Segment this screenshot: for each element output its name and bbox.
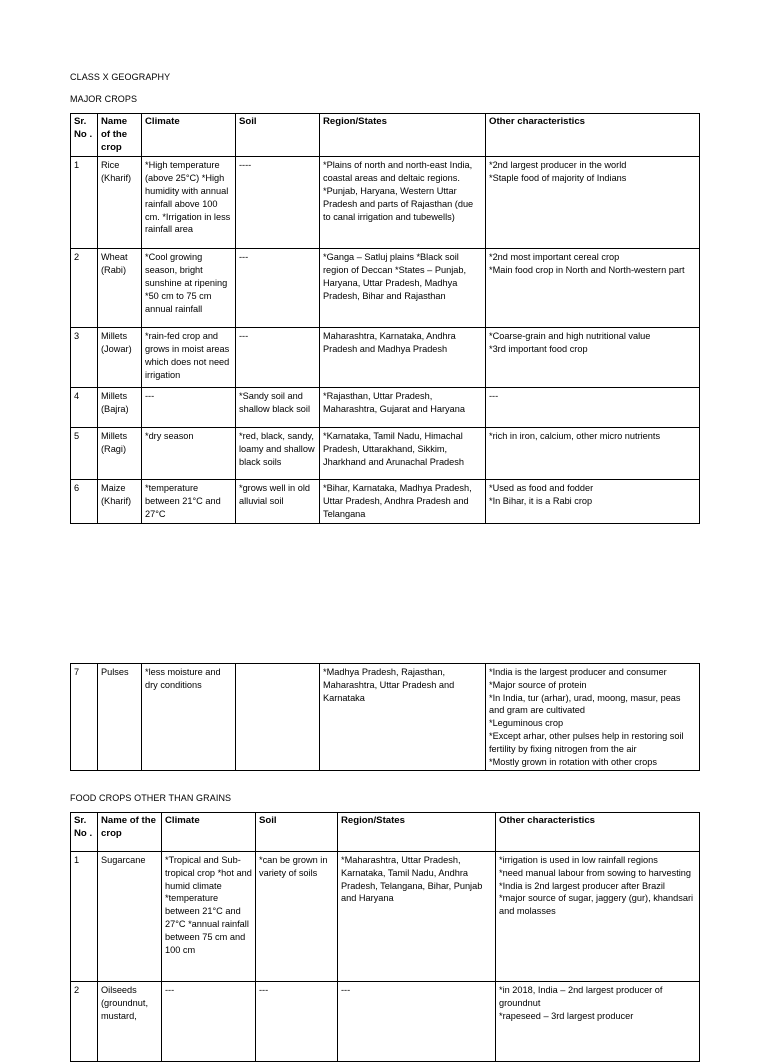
section-title-food-crops: FOOD CROPS OTHER THAN GRAINS: [70, 793, 232, 803]
cell-soil: [236, 664, 320, 771]
cell-climate: ---: [142, 388, 236, 428]
table-row: [71, 982, 700, 1062]
header-sr-no: Sr. No .: [71, 813, 98, 852]
cell-region: *Karnataka, Tamil Nadu, Himachal Pradesh, Uttarakhand, Sikkim, Jharkhand and Arunachal Pradesh: [320, 428, 486, 480]
header-climate: Climate: [162, 813, 256, 852]
cell-crop-name: Pulses: [98, 664, 142, 771]
header-climate: Climate: [142, 114, 236, 157]
table-row: [71, 664, 700, 771]
major-crops-table: [70, 113, 700, 524]
cell-soil: ---: [236, 328, 320, 388]
header-crop-name: Name of the crop: [98, 813, 162, 852]
other-line: *Main food crop in North and North-western part: [489, 265, 685, 276]
cell-sr-no: 2: [71, 249, 98, 328]
cell-soil: *Sandy soil and shallow black soil: [236, 388, 320, 428]
header-other: Other characteristics: [486, 114, 700, 157]
other-line: *need manual labour from sowing to harvesting: [499, 867, 692, 878]
header-soil: Soil: [256, 813, 338, 852]
cell-other: [486, 480, 700, 523]
cell-soil: *can be grown in variety of soils: [256, 852, 338, 982]
cell-crop-name: Millets (Jowar): [98, 328, 142, 388]
cell-other: [486, 388, 700, 428]
cell-region: ---: [338, 982, 496, 1062]
header-region: Region/States: [320, 114, 486, 157]
table-row: [71, 480, 700, 523]
other-line: *Major source of protein: [489, 679, 587, 690]
cell-sr-no: 3: [71, 328, 98, 388]
other-line: *Except arhar, other pulses help in restoring soil fertility by fixing nitrogen from the air: [489, 730, 684, 754]
other-line: *rich in iron, calcium, other micro nutrients: [489, 431, 661, 442]
cell-climate: *Cool growing season, bright sunshine at ripening *50 cm to 75 cm annual rainfall: [142, 249, 236, 328]
other-line: *India is 2nd largest producer after Brazil: [499, 880, 665, 891]
other-line: *2nd largest producer in the world: [489, 160, 627, 171]
other-line: *2nd most important cereal crop: [489, 252, 620, 263]
cell-climate: *High temperature (above 25°C) *High humidity with annual rainfall above 100 cm. *Irrigation in less rainfall area: [142, 157, 236, 249]
cell-crop-name: Sugarcane: [98, 852, 162, 982]
food-crops-table: [70, 812, 700, 1062]
cell-sr-no: 5: [71, 428, 98, 480]
table-row: [71, 388, 700, 428]
cell-climate: *dry season: [142, 428, 236, 480]
other-line: *Mostly grown in rotation with other crops: [489, 756, 657, 767]
table-row: [71, 852, 700, 982]
cell-other: [486, 249, 700, 328]
header-sr-no: Sr. No .: [71, 114, 98, 157]
cell-sr-no: 4: [71, 388, 98, 428]
other-line: *rapeseed – 3rd largest producer: [499, 1010, 634, 1021]
major-crops-table-continued: [70, 663, 700, 771]
header-crop-name: Name of the crop: [98, 114, 142, 157]
cell-climate: *less moisture and dry conditions: [142, 664, 236, 771]
table-row: [71, 157, 700, 249]
other-line: *Coarse-grain and high nutritional value: [489, 331, 651, 342]
cell-soil: ----: [236, 157, 320, 249]
class-title: CLASS X GEOGRAPHY: [70, 72, 171, 82]
cell-climate: ---: [162, 982, 256, 1062]
table-row: [71, 328, 700, 388]
cell-region: *Madhya Pradesh, Rajasthan, Maharashtra, Uttar Pradesh and Karnataka: [320, 664, 486, 771]
table-header-row: [71, 813, 700, 852]
other-line: *Staple food of majority of Indians: [489, 173, 627, 184]
table-row: [71, 428, 700, 480]
cell-climate: *rain-fed crop and grows in moist areas which does not need irrigation: [142, 328, 236, 388]
section-title-major-crops: MAJOR CROPS: [70, 94, 138, 104]
table-row: [71, 249, 700, 328]
cell-region: *Ganga – Satluj plains *Black soil region of Deccan *States – Punjab, Haryana, Uttar Pradesh, Madhya Pradesh, Bihar and Rajasthan: [320, 249, 486, 328]
other-line: *In India, tur (arhar), urad, moong, masur, peas and gram are cultivated: [489, 692, 681, 716]
cell-crop-name: Maize (Kharif): [98, 480, 142, 523]
other-line: ---: [489, 391, 499, 402]
other-line: *3rd important food crop: [489, 344, 588, 355]
cell-other: [486, 157, 700, 249]
cell-other: [486, 664, 700, 771]
cell-other: [496, 852, 700, 982]
other-line: *Used as food and fodder: [489, 483, 594, 494]
other-line: *In Bihar, it is a Rabi crop: [489, 496, 593, 507]
cell-sr-no: 2: [71, 982, 98, 1062]
table-header-row: [71, 114, 700, 157]
cell-other: [496, 982, 700, 1062]
header-other: Other characteristics: [496, 813, 700, 852]
other-line: *India is the largest producer and consumer: [489, 667, 667, 677]
other-line: *major source of sugar, jaggery (gur), khandsari and molasses: [499, 893, 694, 917]
cell-soil: ---: [236, 249, 320, 328]
header-soil: Soil: [236, 114, 320, 157]
cell-soil: *grows well in old alluvial soil: [236, 480, 320, 523]
cell-region: *Rajasthan, Uttar Pradesh, Maharashtra, Gujarat and Haryana: [320, 388, 486, 428]
cell-region: *Bihar, Karnataka, Madhya Pradesh, Uttar Pradesh, Andhra Pradesh and Telangana: [320, 480, 486, 523]
cell-other: [486, 328, 700, 388]
cell-sr-no: 7: [71, 664, 98, 771]
other-line: *in 2018, India – 2nd largest producer of groundnut: [499, 985, 663, 1008]
cell-sr-no: 6: [71, 480, 98, 523]
cell-region: *Plains of north and north-east India, coastal areas and deltaic regions. *Punjab, Haryana, Western Uttar Pradesh and parts of Rajasthan (due to canal irrigation and tubewells): [320, 157, 486, 249]
cell-sr-no: 1: [71, 157, 98, 249]
cell-region: Maharashtra, Karnataka, Andhra Pradesh and Madhya Pradesh: [320, 328, 486, 388]
cell-climate: *Tropical and Sub-tropical crop *hot and humid climate *temperature between 21°C and 27°C *annual rainfall between 75 cm and 100 cm: [162, 852, 256, 982]
cell-crop-name: Rice (Kharif): [98, 157, 142, 249]
cell-crop-name: Millets (Ragi): [98, 428, 142, 480]
cell-soil: *red, black, sandy, loamy and shallow black soils: [236, 428, 320, 480]
other-line: *Leguminous crop: [489, 718, 564, 729]
cell-crop-name: Wheat (Rabi): [98, 249, 142, 328]
cell-climate: *temperature between 21°C and 27°C: [142, 480, 236, 523]
cell-other: [486, 428, 700, 480]
header-region: Region/States: [338, 813, 496, 852]
other-line: *irrigation is used in low rainfall regions: [499, 855, 658, 865]
cell-sr-no: 1: [71, 852, 98, 982]
cell-crop-name: Millets (Bajra): [98, 388, 142, 428]
cell-crop-name: Oilseeds (groundnut, mustard,: [98, 982, 162, 1062]
cell-region: *Maharashtra, Uttar Pradesh, Karnataka, Tamil Nadu, Andhra Pradesh, Telangana, Bihar, Punjab and Haryana: [338, 852, 496, 982]
cell-soil: ---: [256, 982, 338, 1062]
